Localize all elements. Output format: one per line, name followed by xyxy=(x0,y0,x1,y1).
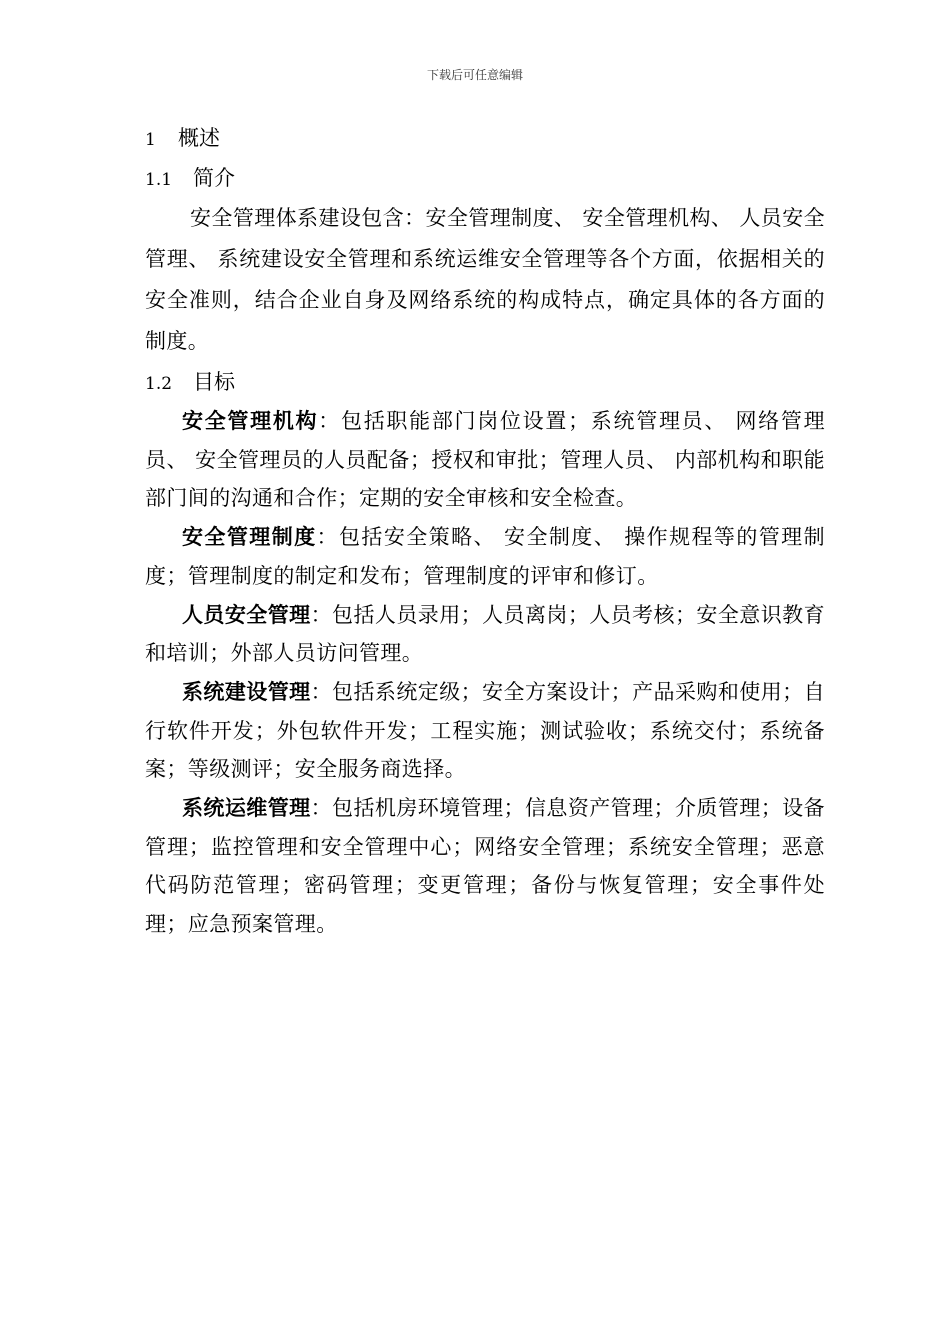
heading-number: 1.1 xyxy=(145,170,173,190)
goal-text: ：包括职能部门岗位设置；系统管理员、 网络管理员、 安全管理员的人员配备；授权和审批；管理人员、 内部机构和职能部门间的沟通和合作；定期的安全审核和安全检查。 xyxy=(145,409,826,511)
heading-goals xyxy=(145,362,825,402)
heading-title: 目标 xyxy=(193,370,235,394)
heading-number: 1 xyxy=(145,130,156,150)
heading-number: 1.2 xyxy=(145,374,173,394)
goal-item-personnel-security xyxy=(145,596,825,673)
heading-title: 简介 xyxy=(193,166,235,190)
heading-title: 概述 xyxy=(178,126,220,150)
goal-text: ：包括机房环境管理；信息资产管理；介质管理；设备管理；监控管理和安全管理中心；网络安全管理；系统安全管理；恶意代码防范管理；密码管理；变更管理；备份与恢复管理；安全事件处理；应急预案管理。 xyxy=(145,796,825,937)
goal-term: 系统运维管理 xyxy=(182,796,311,821)
introduction-paragraph: 安全管理体系建设包含：安全管理制度、 安全管理机构、 人员安全管理、 系统建设安全管理和系统运维安全管理等各个方面，依据相关的安全准则，结合企业自身及网络系统的构成特点，确定具体的各方面的制度。 xyxy=(145,206,825,353)
goal-term: 安全管理机构 xyxy=(182,409,319,433)
goal-term: 系统建设管理 xyxy=(182,679,311,704)
goal-text: ：包括人员录用；人员离岗；人员考核；安全意识教育和培训；外部人员访问管理。 xyxy=(145,602,825,666)
goal-item-security-policy xyxy=(145,518,825,595)
goal-term: 安全管理制度 xyxy=(182,525,317,550)
document-body xyxy=(145,118,825,944)
goal-item-system-construction xyxy=(145,673,825,789)
page-header-note: 下载后可任意编辑 xyxy=(426,68,523,82)
goal-text: ：包括系统定级；安全方案设计；产品采购和使用；自行软件开发；外包软件开发；工程实施；测试验收；系统交付；系统备案；等级测评；安全服务商选择。 xyxy=(145,679,825,782)
heading-overview xyxy=(145,118,825,158)
heading-introduction xyxy=(145,158,825,198)
goal-text: ：包括安全策略、 安全制度、 操作规程等的管理制度；管理制度的制定和发布；管理制度的评审和修订。 xyxy=(145,525,826,588)
goal-item-security-org xyxy=(145,402,825,518)
goal-term: 人员安全管理 xyxy=(182,602,311,627)
goal-item-system-operations xyxy=(145,789,825,944)
